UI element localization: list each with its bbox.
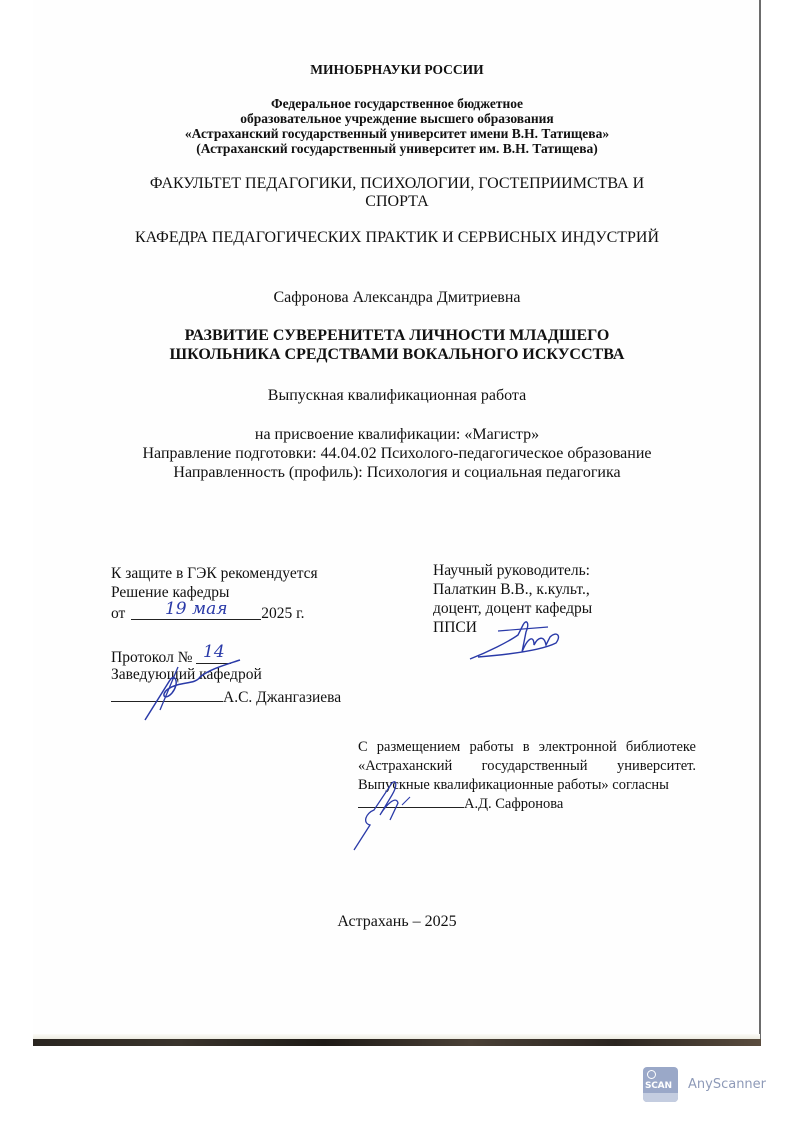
- author-signature: [352, 775, 422, 855]
- supervisor-signature: [468, 617, 568, 667]
- org-line-3: «Астраханский государственный университет имени В.Н. Татищева»: [184, 126, 610, 141]
- head-signature: [140, 655, 250, 725]
- anyscanner-logo-icon: [643, 1067, 678, 1102]
- author-name: Сафронова Александра Дмитриевна: [273, 289, 521, 306]
- date-suffix: 2025 г.: [261, 605, 305, 622]
- supervisor-line-3: ППСИ: [433, 619, 477, 636]
- org-line-2: образовательное учреждение высшего образования: [240, 111, 554, 126]
- work-type: Выпускная квалификационная работа: [267, 387, 527, 404]
- faculty-line-2: СПОРТА: [365, 193, 429, 210]
- date-line: [131, 599, 261, 620]
- logo-text: SCAN: [645, 1081, 672, 1091]
- supervisor-line-2: доцент, доцент кафедры: [433, 600, 593, 617]
- protocol-label: Протокол №: [111, 649, 193, 666]
- faculty-line-1: ФАКУЛЬТЕТ ПЕДАГОГИКИ, ПСИХОЛОГИИ, ГОСТЕПРИИМСТВА И: [149, 175, 645, 192]
- org-line-1: Федеральное государственное бюджетное: [270, 96, 524, 111]
- handwritten-date: 19 мая: [164, 599, 228, 619]
- qualification: на присвоение квалификации: «Магистр»: [254, 426, 540, 443]
- recommend-label: К защите в ГЭК рекомендуется: [111, 565, 318, 582]
- supervisor-label: Научный руководитель:: [433, 562, 590, 579]
- consent-name: А.Д. Сафронова: [464, 796, 564, 812]
- head-name: А.С. Джангазиева: [223, 689, 342, 706]
- camera-ring-icon: [647, 1070, 656, 1079]
- decision-label: Решение кафедры: [111, 584, 230, 601]
- app-name: AnyScanner: [688, 1077, 767, 1092]
- thesis-title-line-1: РАЗВИТИЕ СУВЕРЕНИТЕТА ЛИЧНОСТИ МЛАДШЕГО: [184, 327, 610, 344]
- supervisor-line-1: Палаткин В.В., к.культ.,: [433, 581, 590, 598]
- ministry-title: МИНОБРНАУКИ РОССИИ: [310, 62, 484, 77]
- department: КАФЕДРА ПЕДАГОГИЧЕСКИХ ПРАКТИК И СЕРВИСНЫХ ИНДУСТРИЙ: [134, 229, 660, 246]
- handwritten-protocol-number: 14: [203, 642, 225, 662]
- direction: Направление подготовки: 44.04.02 Психолого-педагогическое образование: [142, 445, 652, 462]
- thesis-title-line-2: ШКОЛЬНИКА СРЕДСТВАМИ ВОКАЛЬНОГО ИСКУССТВА: [169, 346, 625, 363]
- scanner-watermark: [643, 1067, 766, 1102]
- head-label: Заведующий кафедрой: [111, 666, 262, 683]
- org-line-4: (Астраханский государственный университет им. В.Н. Татищева): [196, 141, 598, 156]
- decision-date-row: [111, 599, 305, 623]
- city-year: Астрахань – 2025: [337, 913, 457, 930]
- profile: Направленность (профиль): Психология и социальная педагогика: [173, 464, 621, 481]
- consent-text: С размещением работы в электронной библиотеке «Астраханский государственный университет. Выпускные квалификационные работы» согласны: [358, 739, 696, 793]
- date-prefix: от: [111, 605, 126, 622]
- scan-background-strip: [33, 1039, 761, 1046]
